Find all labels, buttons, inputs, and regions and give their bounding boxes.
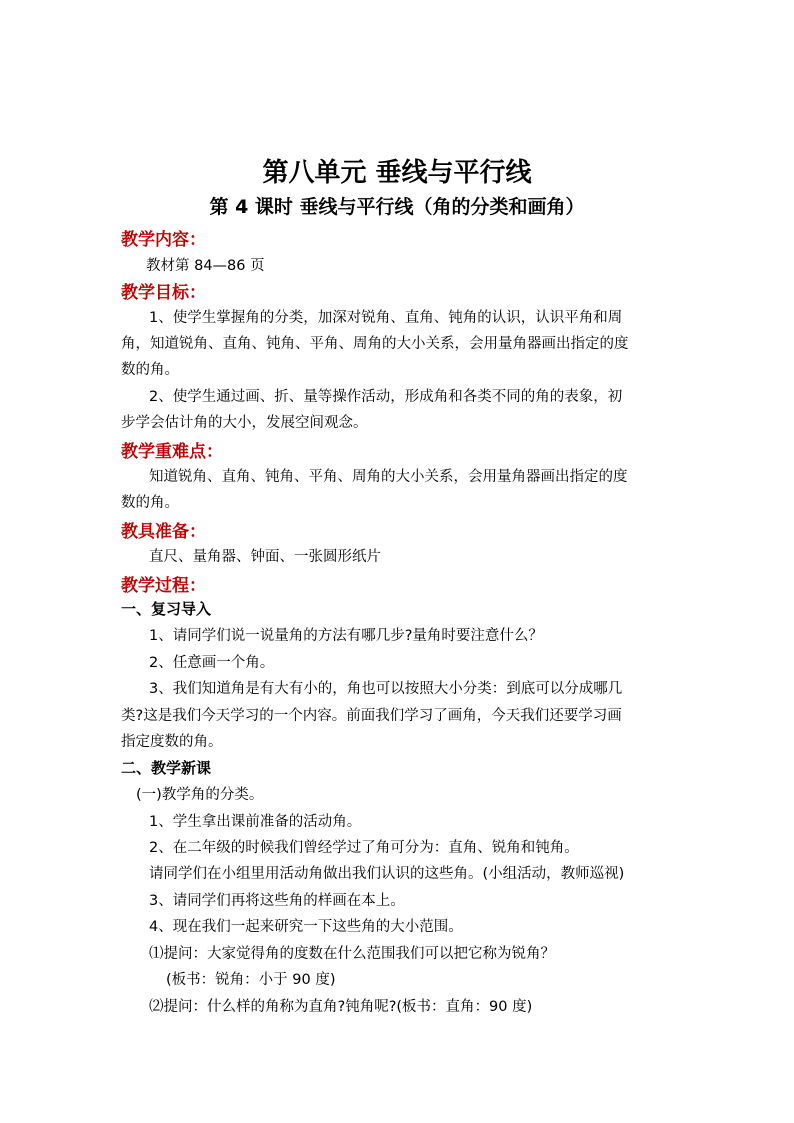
paragraph-line: 1、使学生掌握角的分类，加深对锐角、直角、钝角的认识，认识平角和周	[149, 310, 623, 326]
paragraph-line: 2、任意画一个角。	[149, 655, 275, 671]
paragraph-line: 步学会估计角的大小，发展空间观念。	[121, 415, 368, 431]
paragraph-line: 角，知道锐角、直角、钝角、平角、周角的大小关系，会用量角器画出指定的度	[121, 336, 629, 352]
paragraph-line: 数的角。	[121, 495, 179, 511]
paragraph-line: 直尺、量角器、钟面、一张圆形纸片	[149, 549, 381, 565]
paragraph-line: 2、在二年级的时候我们曾经学过了角可分为：直角、锐角和钝角。	[149, 840, 579, 856]
section-heading-tools: 教具准备：	[121, 522, 206, 542]
paragraph-line: ⑴提问：大家觉得角的度数在什么范围我们可以把它称为锐角？	[149, 946, 555, 962]
paragraph-line: 1、请同学们说一说量角的方法有哪几步?量角时要注意什么？	[149, 628, 543, 644]
paragraph-line: 3、请同学们再将这些角的样画在本上。	[149, 893, 405, 909]
lesson-subtitle: 第 4 课时 垂线与平行线（角的分类和画角）	[209, 196, 585, 218]
paragraph-line: 2、使学生通过画、折、量等操作活动，形成角和各类不同的角的表象，初	[149, 389, 623, 405]
paragraph-line: 类?这是我们今天学习的一个内容。前面我们学习了画角，今天我们还要学习画	[121, 708, 622, 724]
paragraph-line: 3、我们知道角是有大有小的，角也可以按照大小分类：到底可以分成哪几	[149, 681, 623, 697]
paragraph-line: 数的角。	[121, 362, 179, 378]
paragraph-line: (板书：锐角：小于 90 度)	[166, 972, 336, 988]
subheading-new-lesson: 二、教学新课	[121, 759, 212, 777]
paragraph-line: 教材第 84—86 页	[146, 258, 265, 274]
section-heading-content: 教学内容：	[121, 230, 206, 250]
subheading-review: 一、复习导入	[121, 600, 212, 618]
section-heading-key-points: 教学重难点：	[121, 442, 223, 462]
section-heading-process: 教学过程：	[121, 576, 206, 596]
paragraph-line: 指定度数的角。	[121, 734, 223, 750]
paragraph-line: 请同学们在小组里用活动角做出我们认识的这些角。(小组活动，教师巡视)	[149, 866, 625, 882]
paragraph-line: (一)教学角的分类。	[136, 787, 264, 803]
paragraph-line: 知道锐角、直角、钝角、平角、周角的大小关系，会用量角器画出指定的度	[149, 469, 628, 485]
paragraph-line: ⑵提问：什么样的角称为直角?钝角呢?(板书：直角：90 度)	[149, 999, 533, 1015]
paragraph-line: 4、现在我们一起来研究一下这些角的大小范围。	[149, 919, 463, 935]
paragraph-line: 1、学生拿出课前准备的活动角。	[149, 814, 362, 830]
page-title: 第八单元 垂线与平行线	[262, 158, 532, 188]
section-heading-goals: 教学目标：	[121, 283, 206, 303]
